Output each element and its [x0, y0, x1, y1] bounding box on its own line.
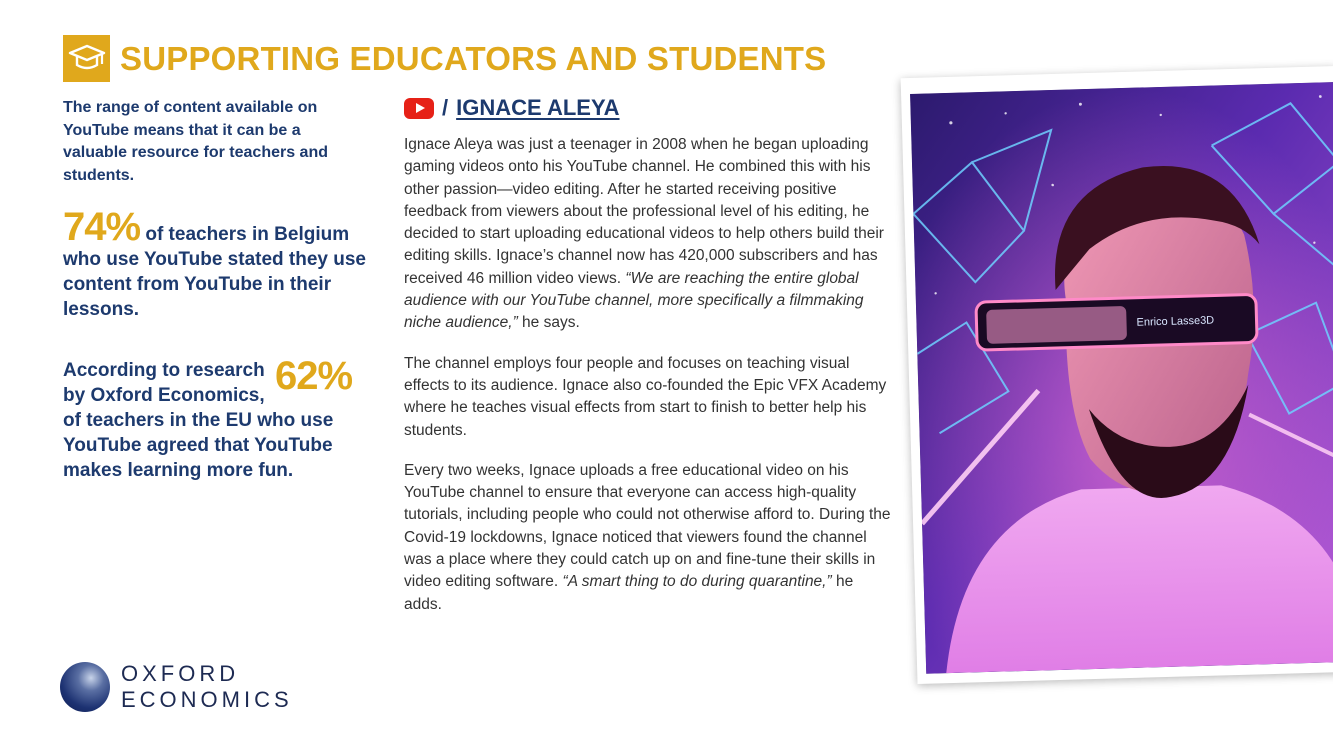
case-study	[404, 94, 894, 616]
creator-portrait-illustration	[910, 82, 1333, 674]
stat-eu	[63, 354, 373, 483]
p3-end: he adds.	[404, 573, 854, 613]
p1-end: he says.	[517, 314, 580, 332]
graduation-cap-icon	[63, 35, 110, 82]
page-title: SUPPORTING EDUCATORS AND STUDENTS	[120, 39, 827, 77]
stats-column	[63, 97, 373, 483]
glasses-text: Enrico Lasse3D	[1136, 314, 1215, 329]
stat-belgium-text: of teachers in Belgium who use YouTube stated they use content from YouTube in their lessons.	[63, 224, 366, 320]
stat-eu-lead: According to research by Oxford Economics,	[63, 360, 265, 406]
creator-name-link[interactable]: IGNACE ALEYA	[456, 95, 620, 120]
story-paragraph-3	[404, 460, 894, 616]
stat-belgium-percent: 74%	[63, 205, 141, 249]
oxford-globe-icon	[60, 662, 110, 712]
p1-quote: “We are reaching the entire global audience with our YouTube channel, more specifically a filmmaking niche audience,”	[404, 269, 864, 332]
p3-quote: “A smart thing to do during quarantine,”	[562, 573, 832, 591]
photo-frame	[901, 66, 1333, 684]
stat-eu-percent: 62%	[275, 354, 353, 398]
oxford-economics-logo	[60, 661, 293, 713]
stat-belgium	[63, 207, 373, 322]
youtube-icon	[404, 98, 434, 119]
intro-text: The range of content available on YouTube means that it can be a valuable resource for teachers and students.	[63, 99, 328, 184]
case-study-header	[404, 94, 894, 122]
creator-photo	[910, 82, 1333, 674]
logo-line-2: ECONOMICS	[121, 687, 293, 712]
story-paragraph-1	[404, 134, 894, 335]
p1-text: Ignace Aleya was just a teenager in 2008 when he began uploading gaming videos onto his YouTube channel. He combined this with his other passion—video editing. After he started receiving positive feedback from viewers about the professional level of his editing, he decided to start uploading educational videos to help others build their editing skills. Ignace’s channel now has 420,000 subscribers and has received 46 million video views.	[404, 136, 884, 287]
logo-line-1: OXFORD	[121, 661, 240, 686]
story-paragraph-2: The channel employs four people and focuses on teaching visual effects to its audience. Ignace also co-founded the Epic VFX Academy where he teaches visual effects from start to finish to better help his students.	[404, 354, 887, 439]
separator: /	[442, 95, 449, 120]
p3-text: Every two weeks, Ignace uploads a free educational video on his YouTube channel to ensure that everyone can access high-quality tutorials, including people who could not otherwise afford to. During the Covid-19 lockdowns, Ignace noticed that viewers found the channel was a place where they could catch up on and fine-tune their skills in video editing software.	[404, 461, 891, 591]
page-header	[63, 35, 826, 82]
logo-wordmark	[121, 661, 293, 713]
stat-eu-text: of teachers in the EU who use YouTube agreed that YouTube makes learning more fun.	[63, 410, 334, 481]
